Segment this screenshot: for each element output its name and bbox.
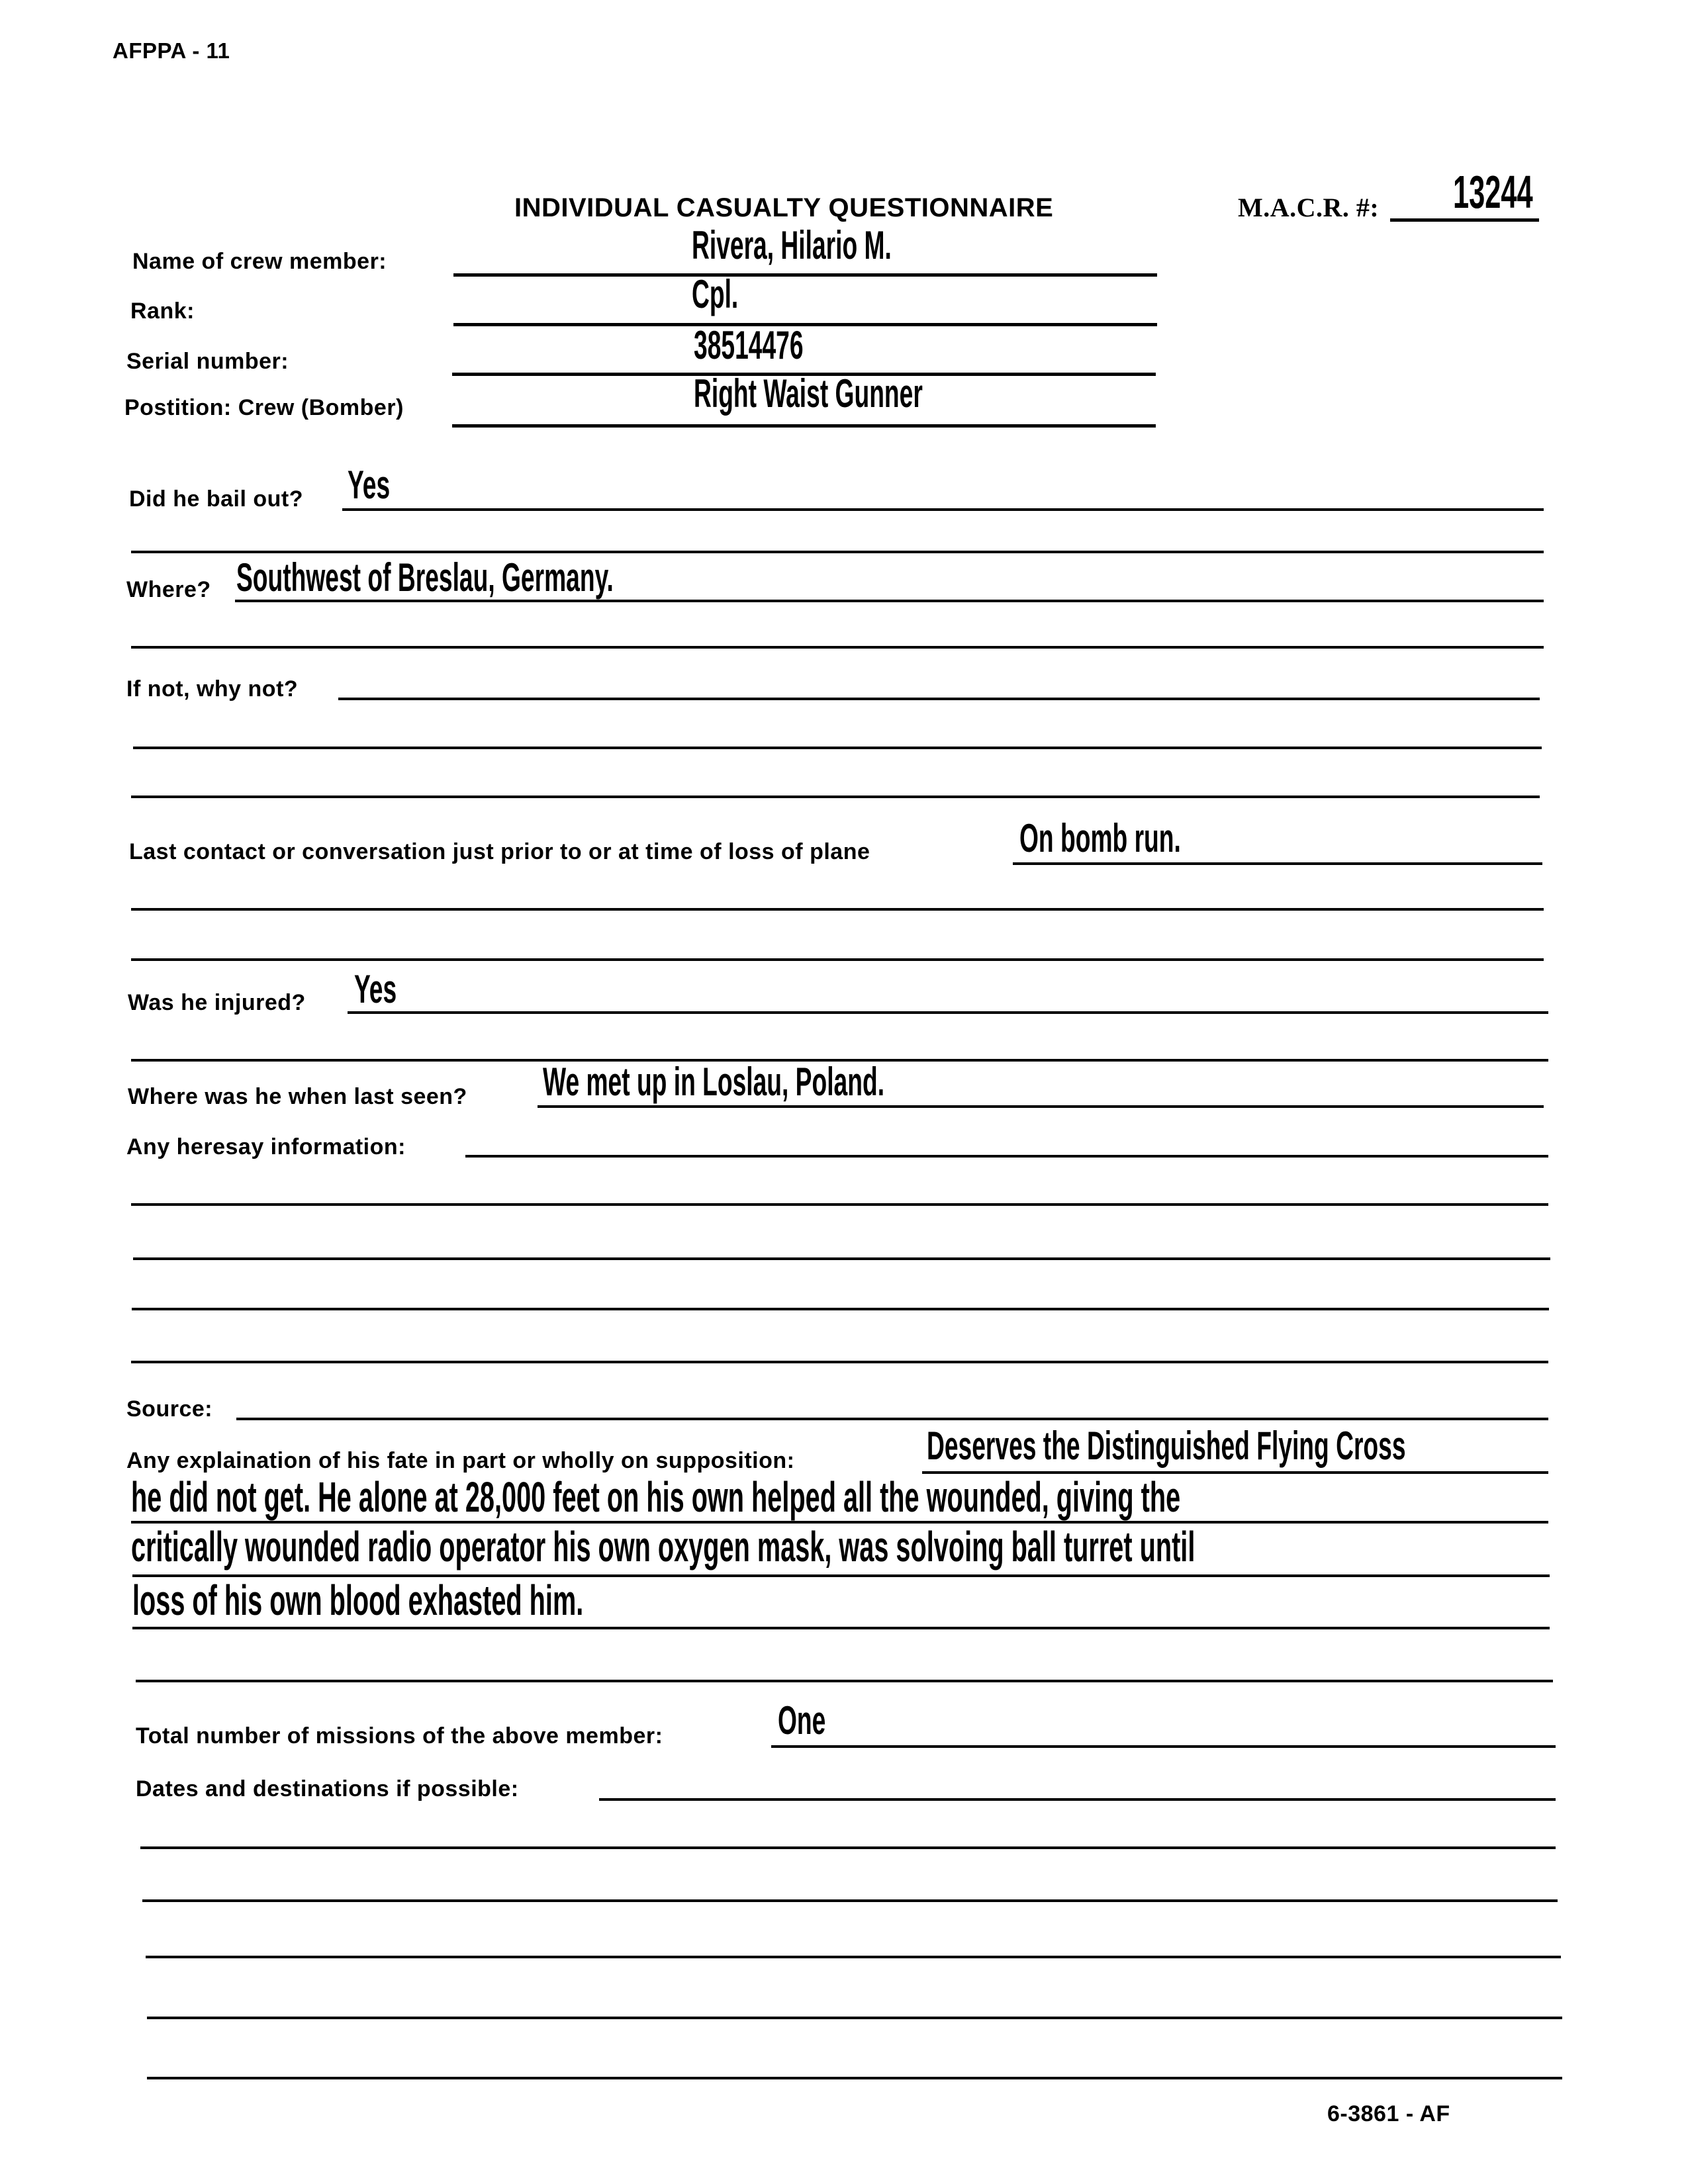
name-underline (453, 273, 1157, 277)
bail-out-extra-line (131, 551, 1544, 553)
missions-underline (771, 1745, 1556, 1748)
if-not-line-2 (133, 747, 1542, 749)
last-contact-label: Last contact or conversation just prior to or at time of loss of plane (129, 839, 870, 864)
bail-out-underline (342, 508, 1544, 511)
explanation-line-4[interactable]: loss of his own blood exhasted him. (132, 1576, 584, 1624)
macr-label: M.A.C.R. #: (1238, 193, 1380, 222)
injured-label: Was he injured? (128, 990, 306, 1015)
missions-value[interactable]: One (778, 1698, 826, 1743)
last-seen-label: Where was he when last seen? (128, 1084, 467, 1109)
source-underline (236, 1418, 1548, 1420)
where-extra-line (131, 646, 1544, 649)
if-not-line-3 (131, 796, 1540, 798)
name-label: Name of crew member: (132, 249, 387, 274)
serial-value[interactable]: 38514476 (694, 323, 804, 367)
explanation-underline-4 (132, 1627, 1550, 1629)
explanation-line-1[interactable]: Deserves the Distinguished Flying Cross (927, 1424, 1406, 1468)
dates-label: Dates and destinations if possible: (136, 1776, 519, 1801)
last-contact-value[interactable]: On bomb run. (1019, 816, 1181, 860)
form-code-bottom: 6-3861 - AF (1327, 2101, 1450, 2126)
heresay-line-2 (131, 1203, 1548, 1206)
explanation-line-3[interactable]: critically wounded radio operator his own oxygen mask, was solvoing ball turret until (131, 1523, 1196, 1570)
position-underline (452, 424, 1156, 428)
if-not-underline (338, 698, 1540, 700)
explanation-line-5 (136, 1680, 1553, 1682)
form-code-top: AFPPA - 11 (113, 38, 230, 63)
heresay-line-5 (131, 1361, 1548, 1363)
last-contact-underline (1013, 862, 1542, 865)
macr-value[interactable]: 13244 (1453, 166, 1533, 218)
explanation-label: Any explaination of his fate in part or wholly on supposition: (126, 1448, 795, 1473)
bail-out-value[interactable]: Yes (348, 463, 391, 507)
heresay-line-4 (132, 1308, 1549, 1310)
last-contact-line-3 (131, 958, 1544, 961)
last-seen-value[interactable]: We met up in Loslau, Poland. (543, 1060, 885, 1104)
rank-underline (453, 323, 1157, 326)
last-seen-underline (538, 1105, 1544, 1108)
heresay-label: Any heresay information: (126, 1134, 406, 1160)
heresay-underline (465, 1155, 1548, 1158)
rank-value[interactable]: Cpl. (692, 272, 739, 316)
injured-underline (348, 1011, 1548, 1014)
serial-label: Serial number: (126, 349, 289, 374)
where-value[interactable]: Southwest of Breslau, Germany. (236, 555, 614, 600)
page-title: INDIVIDUAL CASUALTY QUESTIONNAIRE (514, 193, 1054, 222)
position-value[interactable]: Right Waist Gunner (694, 371, 923, 416)
explanation-line-2[interactable]: he did not get. He alone at 28,000 feet on his own helped all the wounded, giving the (131, 1473, 1181, 1521)
bail-out-label: Did he bail out? (129, 486, 303, 512)
macr-underline (1390, 218, 1539, 222)
injured-value[interactable]: Yes (354, 967, 397, 1011)
dates-line-4 (146, 1956, 1561, 1958)
dates-line-2 (140, 1846, 1556, 1849)
missions-label: Total number of missions of the above member: (136, 1723, 663, 1749)
dates-underline (599, 1798, 1556, 1801)
heresay-line-3 (133, 1257, 1550, 1260)
dates-line-5 (147, 2017, 1562, 2019)
source-label: Source: (126, 1396, 213, 1422)
dates-line-6 (147, 2077, 1562, 2079)
rank-label: Rank: (130, 298, 195, 324)
dates-line-3 (142, 1899, 1558, 1902)
where-label: Where? (126, 577, 211, 602)
last-contact-line-2 (131, 908, 1544, 911)
position-label: Postition: Crew (Bomber) (124, 395, 404, 420)
where-underline (235, 600, 1544, 602)
if-not-label: If not, why not? (126, 676, 299, 702)
name-value[interactable]: Rivera, Hilario M. (692, 223, 892, 267)
